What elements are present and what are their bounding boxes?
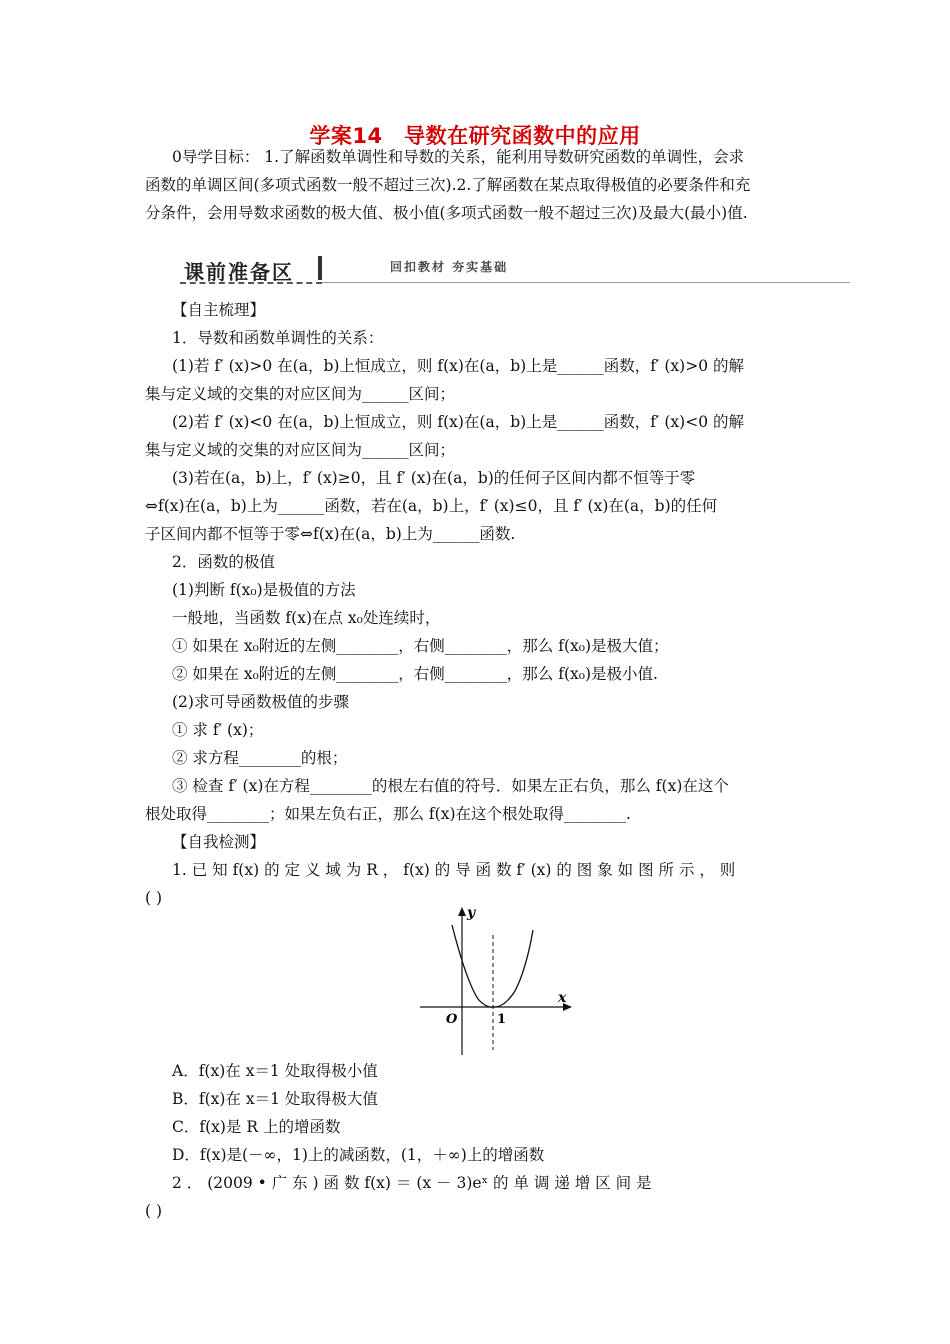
banner-dash [180, 282, 322, 284]
option-b: B．f(x)在 x＝1 处取得极大值 [172, 1090, 378, 1108]
option-a: A．f(x)在 x＝1 处取得极小值 [172, 1062, 378, 1080]
text-line: 集与定义域的交集的对应区间为______区间； [145, 385, 456, 403]
text-line: (2)求可导函数极值的步骤 [172, 693, 349, 711]
y-axis-arrow [458, 907, 466, 916]
question-1-stem: 1. 已 知 f(x) 的 定 义 域 为 R ， f(x) 的 导 函 数 f′ (x) 的 图 象 如 图 所 示 ， 则 [172, 861, 736, 879]
text-line: (3)若在(a，b)上，f′ (x)≥0，且 f′ (x)在(a，b)的任何子区间内都不恒等于零 [172, 469, 696, 487]
text-line: (2)若 f′ (x)<0 在(a，b)上恒成立，则 f(x)在(a，b)上是______函数，f′ (x)<0 的解 [172, 413, 744, 431]
section-banner [180, 254, 850, 290]
x-label: x [558, 990, 567, 1006]
text-line: ① 如果在 x₀附近的左侧________，右侧________，那么 f(x₀)是极大值； [172, 637, 669, 655]
text-line: ① 求 f′ (x)； [172, 721, 264, 739]
goals-line-2: 函数的单调区间(多项式函数一般不超过三次).2.了解函数在某点取得极值的必要条件和充 [145, 176, 751, 194]
text-line: (1)若 f′ (x)>0 在(a，b)上恒成立，则 f(x)在(a，b)上是______函数，f′ (x)>0 的解 [172, 357, 744, 375]
section-heading-self-test: 【自我检测】 [172, 833, 266, 851]
goals-line-1: 0导学目标： 1.了解函数单调性和导数的关系，能利用导数研究函数的单调性，会求 [172, 148, 745, 166]
question-1-answer-blank: ( ) [145, 889, 163, 907]
tick-label-1: 1 [497, 1012, 507, 1027]
goals-line-3: 分条件，会用导数求函数的极大值、极小值(多项式函数一般不超过三次)及最大(最小)值. [145, 204, 748, 222]
y-label: y [467, 905, 476, 921]
text-line: ⇔f(x)在(a，b)上为______函数，若在(a，b)上，f′ (x)≤0，且 f′ (x)在(a，b)的任何 [145, 497, 718, 515]
text-line: 集与定义域的交集的对应区间为______区间； [145, 441, 456, 459]
text-line: 根处取得________；如果左负右正，那么 f(x)在这个根处取得________. [145, 805, 631, 823]
section-heading-self-review: 【自主梳理】 [172, 301, 266, 319]
text-line: ② 如果在 x₀附近的左侧________，右侧________，那么 f(x₀)是极小值. [172, 665, 658, 683]
text-line: 子区间内都不恒等于零⇔f(x)在(a，b)上为______函数. [145, 525, 516, 543]
question-2-stem: 2 ． (2009 • 广 东 ) 函 数 f(x) ＝ (x － 3)eˣ 的 单 调 递 增 区 间 是 [172, 1174, 652, 1192]
text-line: ② 求方程________的根； [172, 749, 348, 767]
text-line: (1)判断 f(x₀)是极值的方法 [172, 581, 356, 599]
page-title: 学案14 导数在研究函数中的应用 [309, 124, 641, 148]
option-c: C．f(x)是 R 上的增函数 [172, 1118, 341, 1136]
derivative-graph [412, 905, 580, 1060]
option-d: D．f(x)是(－∞，1)上的减函数，(1，＋∞)上的增函数 [172, 1146, 545, 1164]
banner-title: 课前准备区 [184, 260, 294, 284]
banner-subtitle: 回扣教材 夯实基础 [390, 260, 509, 274]
question-2-answer-blank: ( ) [145, 1202, 163, 1220]
text-line: ③ 检查 f′ (x)在方程________的根左右值的符号．如果左正右负，那么 f(x)在这个 [172, 777, 729, 795]
text-line: 2．函数的极值 [172, 553, 275, 571]
text-line: 1．导数和函数单调性的关系： [172, 329, 384, 347]
origin-label: O [446, 1012, 458, 1027]
text-line: 一般地，当函数 f(x)在点 x₀处连续时， [172, 609, 441, 627]
